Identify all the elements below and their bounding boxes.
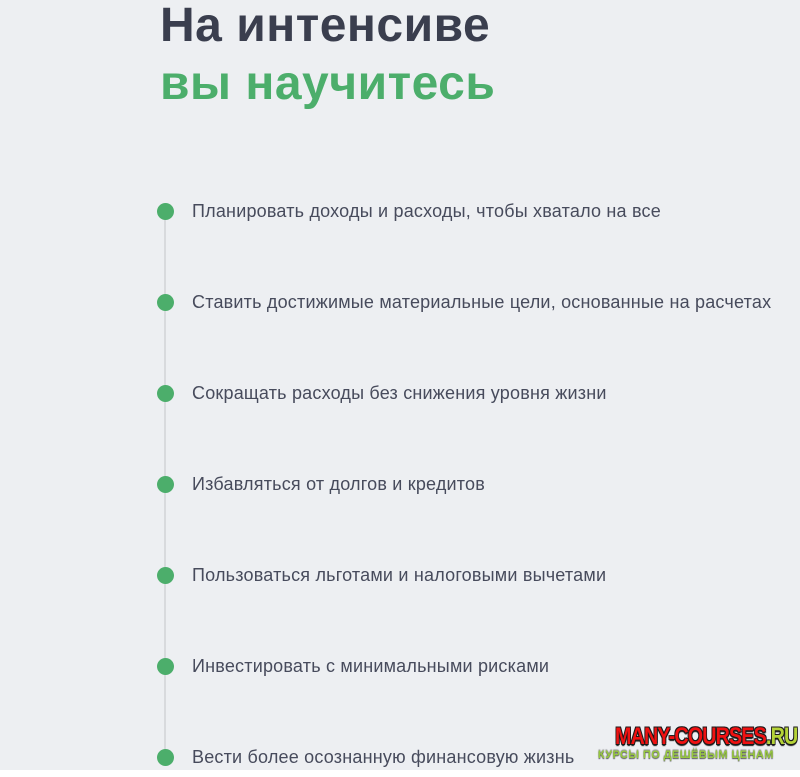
list-item (157, 658, 549, 675)
watermark-logo (575, 725, 797, 761)
list-item (157, 294, 771, 311)
watermark-title (615, 725, 797, 749)
bullet-dot-icon (157, 476, 174, 493)
list-item (157, 203, 661, 220)
watermark-title-suffix: .RU (765, 723, 797, 750)
watermark-subtitle: КУРСЫ ПО ДЕШЁВЫМ ЦЕНАМ (597, 749, 774, 761)
list-item-label: Инвестировать с минимальными рисками (192, 656, 550, 676)
list-item (157, 749, 574, 766)
bottom-strip (0, 770, 800, 777)
watermark-title-main: MANY-COURSES (614, 723, 766, 750)
bullet-dot-icon (157, 385, 174, 402)
heading-line1: На интенсиве (160, 0, 491, 52)
list-item (157, 476, 485, 493)
list-item-label: Вести более осознанную финансовую жизнь (192, 747, 575, 767)
list-item (157, 385, 607, 402)
bullet-dot-icon (157, 658, 174, 675)
benefits-list (157, 203, 797, 777)
list-item-label: Планировать доходы и расходы, чтобы хватало на все (192, 201, 661, 221)
bullet-dot-icon (157, 567, 174, 584)
list-item-label: Ставить достижимые материальные цели, основанные на расчетах (192, 292, 772, 312)
list-item-label: Сокращать расходы без снижения уровня жизни (192, 383, 607, 403)
list-item-label: Избавляться от долгов и кредитов (192, 474, 486, 494)
bullet-dot-icon (157, 294, 174, 311)
list-item-label: Пользоваться льготами и налоговыми вычетами (192, 565, 607, 585)
bullet-dot-icon (157, 203, 174, 220)
bullet-dot-icon (157, 749, 174, 766)
list-item (157, 567, 606, 584)
heading-line2: вы научитесь (160, 57, 496, 110)
